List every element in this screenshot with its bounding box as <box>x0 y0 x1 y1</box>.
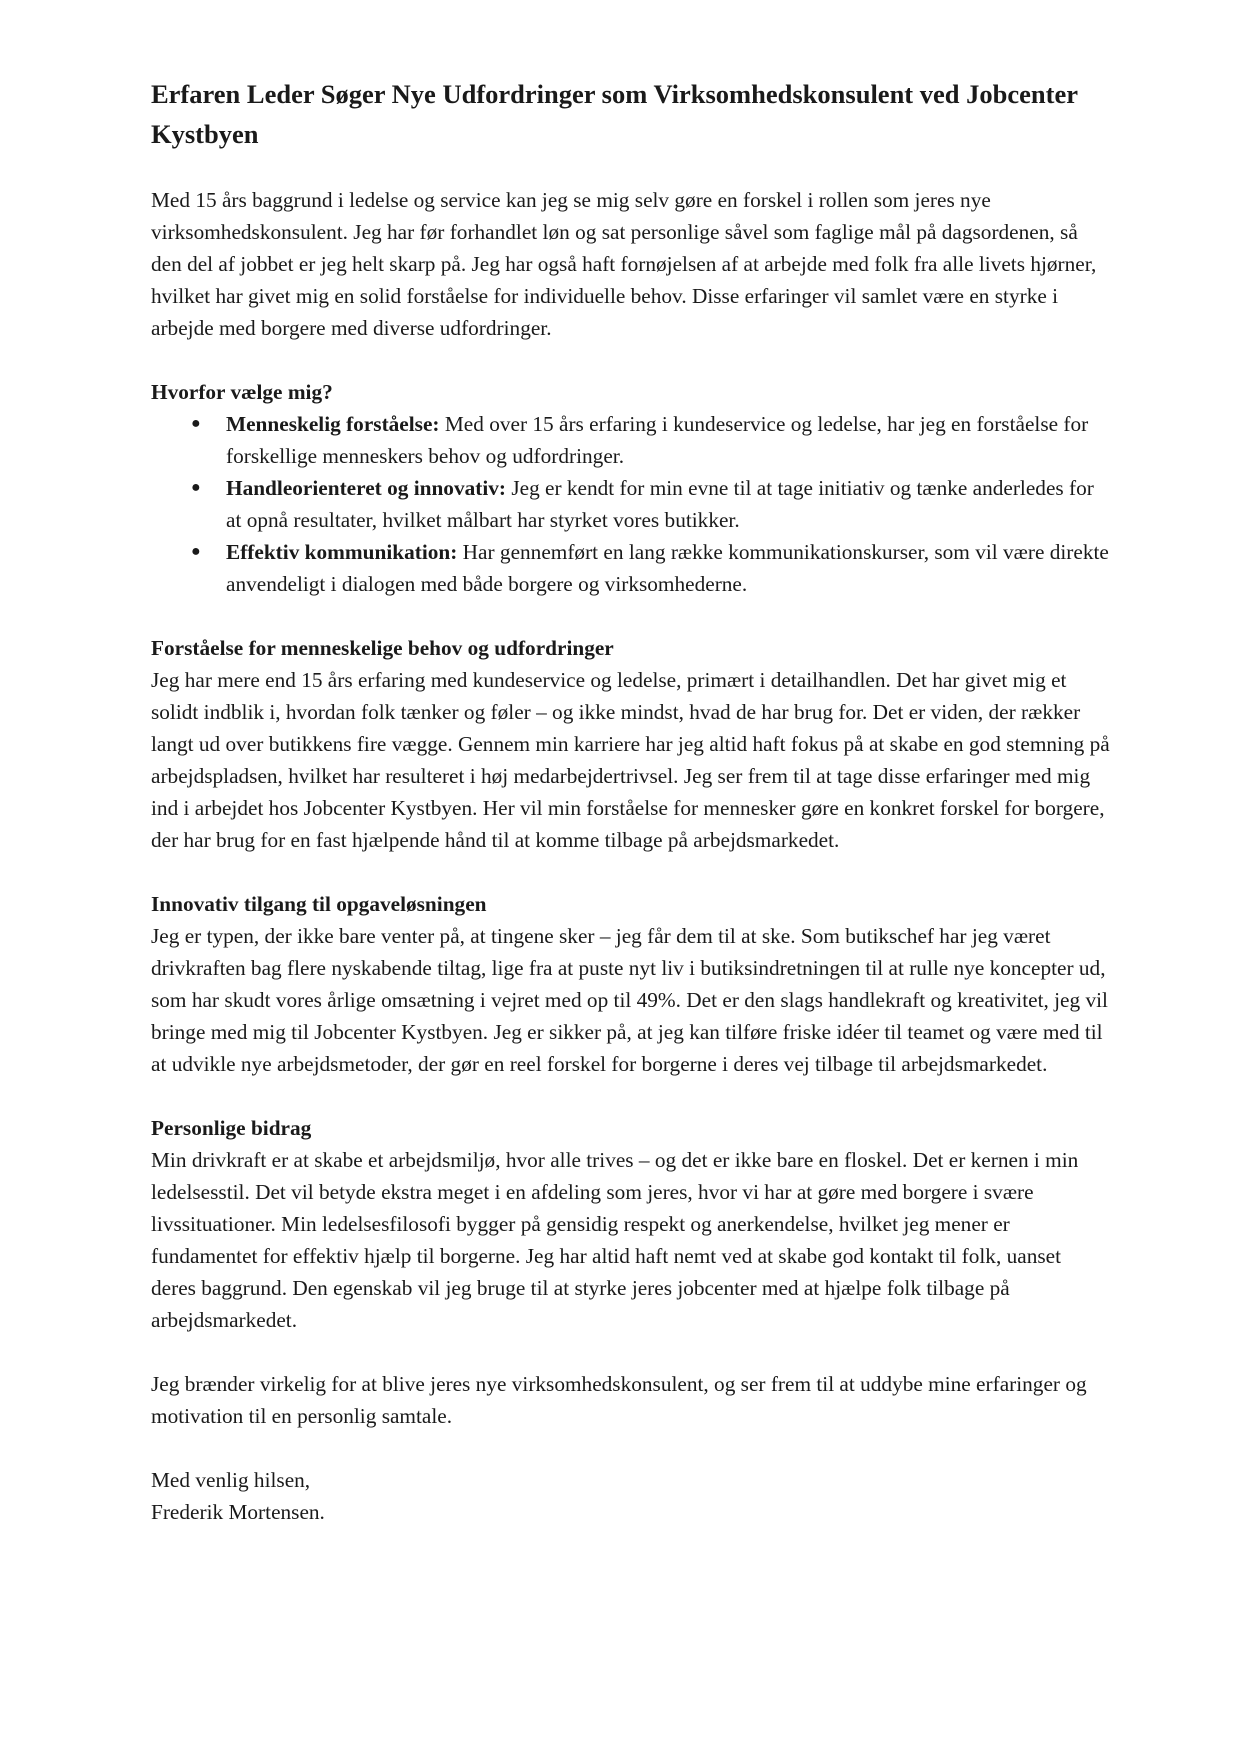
why-item-text: Jeg er kendt for min evne til at tage initiativ og tænke anderledes for at opnå resultater, hvilket målbart har styrket vores butikker. <box>226 476 1094 532</box>
why-item-text: Har gennemført en lang række kommunikationskurser, som vil være direkte anvendeligt i dialogen med både borgere og virksomhederne. <box>226 540 1109 596</box>
why-list <box>151 408 1111 600</box>
why-item-label: Handleorienteret og innovativ: <box>226 476 506 500</box>
why-item-label: Effektiv kommunikation: <box>226 540 458 564</box>
section-heading: Personlige bidrag <box>151 1116 312 1140</box>
section-heading: Forståelse for menneskelige behov og udfordringer <box>151 636 614 660</box>
signature-block <box>151 1464 1111 1528</box>
why-list-item <box>151 408 1111 472</box>
letter-page <box>151 74 1111 1528</box>
letter-title: Erfaren Leder Søger Nye Udfordringer som Virksomhedskonsulent ved Jobcenter Kystbyen <box>151 79 1078 149</box>
section-heading: Innovativ tilgang til opgaveløsningen <box>151 892 487 916</box>
section-body: Min drivkraft er at skabe et arbejdsmiljø, hvor alle trives – og det er ikke bare en floskel. Det er kernen i min ledelsesstil. Det vil betyde ekstra meget i en afdeling som jeres, hvor vi har at gøre med borgere i svære livssituationer. Min ledelsesfilosofi bygger på gensidig respekt og anerkendelse, hvilket jeg mener er fundamentet for effektiv hjælp til borgerne. Jeg har altid haft nemt ved at skabe god kontakt til folk, uanset deres baggrund. Den egenskab vil jeg bruge til at styrke jeres jobcenter med at hjælpe folk tilbage på arbejdsmarkedet. <box>151 1148 1079 1332</box>
section-body: Jeg har mere end 15 års erfaring med kundeservice og ledelse, primært i detailhandlen. Det har givet mig et solidt indblik i, hvordan folk tænker og føler – og ikke mindst, hvad de har brug for. Det er viden, der rækker langt ud over butikkens fire vægge. Gennem min karriere har jeg altid haft fokus på at skabe en god stemning på arbejdspladsen, hvilket har resulteret i høj medarbejdertrivsel. Jeg ser frem til at tage disse erfaringer med mig ind i arbejdet hos Jobcenter Kystbyen. Her vil min forståelse for mennesker gøre en konkret forskel for borgere, der har brug for en fast hjælpende hånd til at komme tilbage på arbejdsmarkedet. <box>151 668 1110 852</box>
bullet-icon: ● <box>191 543 201 560</box>
why-item-text: Med over 15 års erfaring i kundeservice og ledelse, har jeg en forståelse for forskellige menneskers behov og udfordringer. <box>226 412 1089 468</box>
why-section <box>151 376 1111 600</box>
why-list-item <box>151 472 1111 536</box>
closing-paragraph: Jeg brænder virkelig for at blive jeres nye virksomhedskonsulent, og ser frem til at uddybe mine erfaringer og motivation til en personlig samtale. <box>151 1372 1087 1428</box>
bullet-icon: ● <box>191 479 201 496</box>
section-understanding <box>151 632 1111 856</box>
section-body: Jeg er typen, der ikke bare venter på, at tingene sker – jeg får dem til at ske. Som butikschef har jeg været drivkraften bag flere nyskabende tiltag, lige fra at puste nyt liv i butiksindretningen til at rulle nye koncepter ud, som har skudt vores årlige omsætning i vejret med op til 49%. Det er den slags handlekraft og kreativitet, jeg vil bringe med mig til Jobcenter Kystbyen. Jeg er sikker på, at jeg kan tilføre friske idéer til teamet og være med til at udvikle nye arbejdsmetoder, der gør en reel forskel for borgerne i deres vej tilbage til arbejdsmarkedet. <box>151 924 1108 1076</box>
signer-name: Frederik Mortensen. <box>151 1500 325 1524</box>
intro-paragraph: Med 15 års baggrund i ledelse og service kan jeg se mig selv gøre en forskel i rollen som jeres nye virksomhedskonsulent. Jeg har før forhandlet løn og sat personlige såvel som faglige mål på dagsordenen, så den del af jobbet er jeg helt skarp på. Jeg har også haft fornøjelsen af at arbejde med folk fra alle livets hjørner, hvilket har givet mig en solid forståelse for individuelle behov. Disse erfaringer vil samlet være en styrke i arbejde med borgere med diverse udfordringer. <box>151 188 1097 340</box>
greeting: Med venlig hilsen, <box>151 1468 311 1492</box>
why-list-item <box>151 536 1111 600</box>
why-heading: Hvorfor vælge mig? <box>151 380 333 404</box>
why-item-label: Menneskelig forståelse: <box>226 412 440 436</box>
section-personal <box>151 1112 1111 1336</box>
bullet-icon: ● <box>191 415 201 432</box>
section-innovation <box>151 888 1111 1080</box>
